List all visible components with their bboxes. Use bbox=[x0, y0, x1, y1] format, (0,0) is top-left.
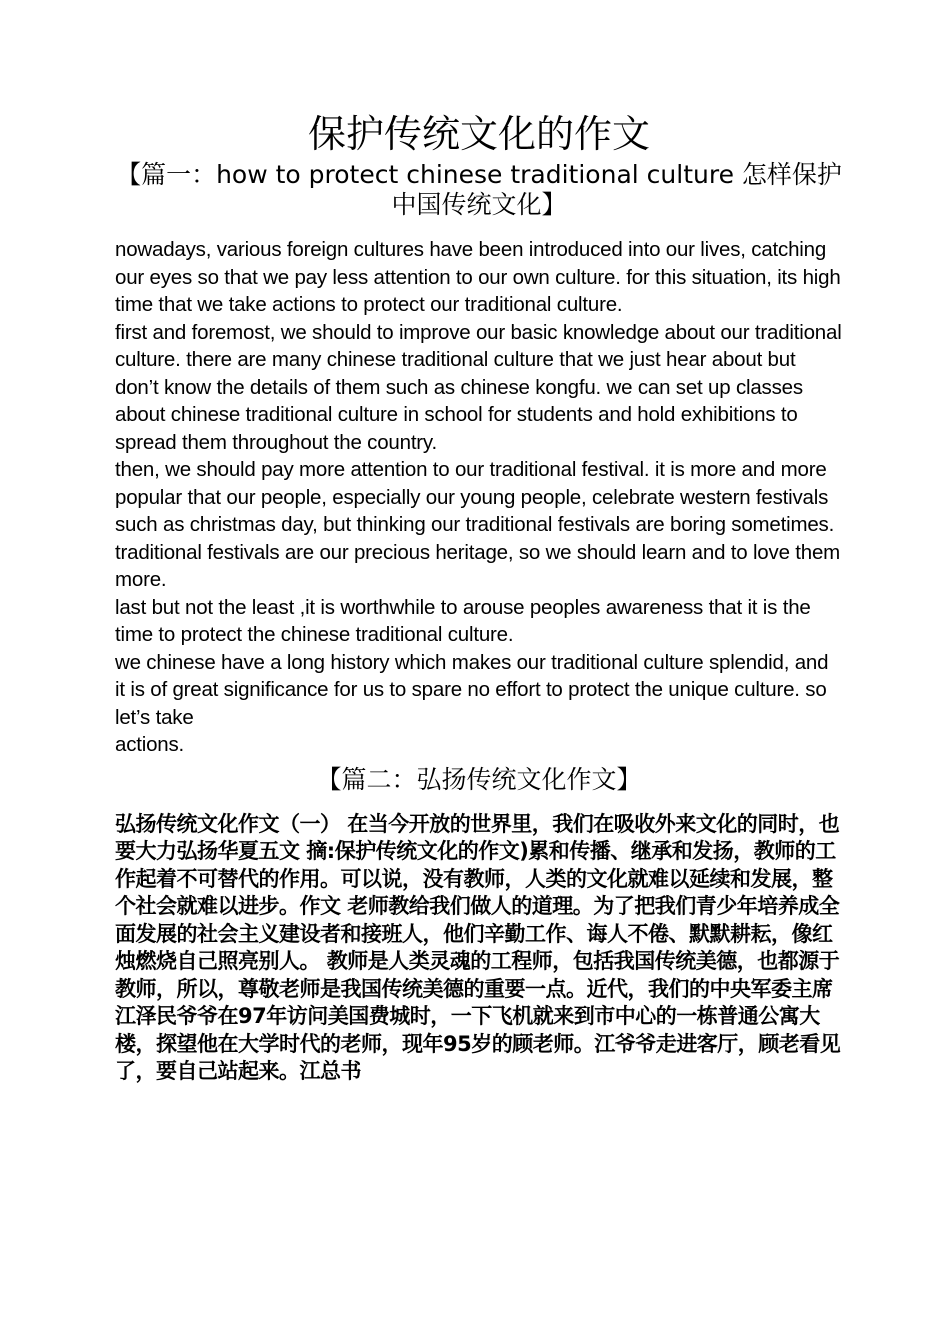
paragraph: then, we should pay more attention to our traditional festival. it is more and more popular that our people, especially our young people, celebrate western festivals such as christmas day, but thinking our traditional festivals are boring sometimes. traditional festivals are our precious heritage, so we should learn and to love them more. bbox=[115, 458, 841, 591]
document-title: 保护传统文化的作文 bbox=[307, 112, 650, 156]
section-2-body: 弘扬传统文化作文（一） 在当今开放的世界里，我们在吸收外来文化的同时，也要大力弘扬华夏五文 摘:保护传统文化的作文)累和传播、继承和发扬，教师的工作起着不可替代的作用。可以说，没有教师，人类的文化就难以延续和发展，整个社会就难以进步。作文 老师教给我们做人的道理。为了把我们青少年培养成全面发展的社会主义建设者和接班人，他们辛勤工作、诲人不倦、默默耕耘，像红烛燃烧自己照亮别人。 教师是人类灵魂的工程师，包括我国传统美德，也都源于教师，所以，尊敬老师是我国传统美德的重要一点。近代，我们的中央军委主席江泽民爷爷在97年访问美国费城时，一下飞机就来到市中心的一栋普通公寓大楼，探望他在大学时代的老师，现年95岁的顾老师。江爷爷走进客厅，顾老看见了，要自己站起来。江总书 bbox=[115, 811, 841, 1083]
section-heading-1: 【篇一：how to protect chinese traditional culture 怎样保护中国传统文化】 bbox=[116, 160, 842, 219]
paragraph: we chinese have a long history which makes our traditional culture splendid, and it is of great significance for us to spare no effort to protect the unique culture. so let’s take bbox=[115, 650, 829, 729]
section-heading-2: 【篇二：弘扬传统文化作文】 bbox=[316, 764, 642, 794]
paragraph: first and foremost, we should to improve our basic knowledge about our traditional culture. there are many chinese traditional culture that we just hear about but don’t know the details of them such as chinese kongfu. we can set up classes about chinese traditional culture in school for students and hold exhibitions to spread them throughout the country. bbox=[115, 320, 842, 454]
document-page bbox=[115, 110, 843, 1107]
paragraph: nowadays, various foreign cultures have been introduced into our lives, catching our eyes so that we pay less attention to our own culture. for this situation, its high time that we take actions to protect our traditional culture. bbox=[115, 238, 841, 316]
paragraph: last but not the least ,it is worthwhile to arouse peoples awareness that it is the time to protect the chinese traditional culture. bbox=[115, 595, 811, 646]
section-1-body bbox=[115, 236, 843, 759]
paragraph: actions. bbox=[115, 733, 185, 756]
